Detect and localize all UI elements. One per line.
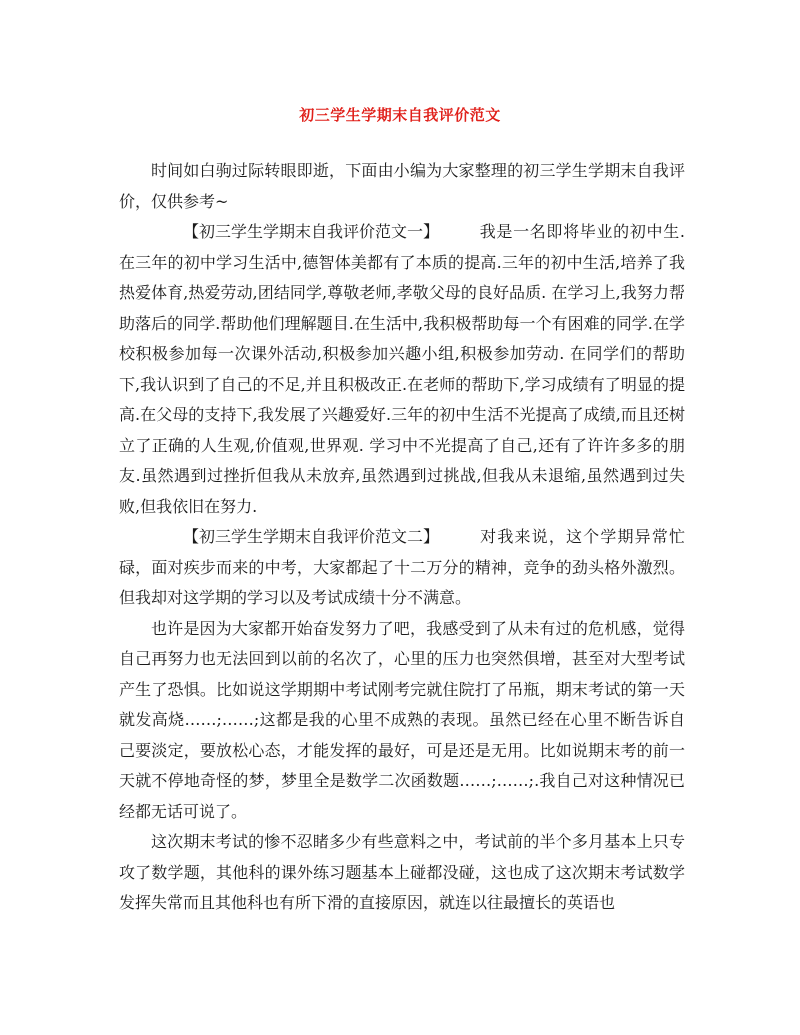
section-two-text: 对我来说，这个学期异常忙碌，面对疾步而来的中考，大家都起了十二万分的精神，竞争的劲头格外激烈。但我却对这学期的学习以及考试成绩十分不满意。 <box>119 527 685 607</box>
intro-paragraph: 时间如白驹过际转眼即逝，下面由小编为大家整理的初三学生学期末自我评价，仅供参考~ <box>119 161 685 211</box>
section-two-heading: 【初三学生学期末自我评价范文二】 <box>183 527 440 546</box>
section-one-paragraph <box>119 217 685 522</box>
body-paragraph-1: 也许是因为大家都开始奋发努力了吧，我感受到了从未有过的危机感，觉得自己再努力也无法回到以前的名次了，心里的压力也突然倶增，甚至对大型考试产生了恐惧。比如说这学期期中考试刚考完就住院打了吊瓶，期末考试的第一天就发高烧……;……;这都是我的心里不成熟的表现。虽然已经在心里不断告诉自己要淡定，要放松心态，才能发挥的最好，可是还是无用。比如说期末考的前一天就不停地奇怪的梦，梦里全是数学二次函数题……;……;.我自己对这种情况已经都无话可说了。 <box>119 618 685 821</box>
section-one-heading: 【初三学生学期末自我评价范文一】 <box>183 222 440 241</box>
page-title: 初三学生学期末自我评价范文 <box>299 106 501 124</box>
section-two-paragraph <box>119 522 685 614</box>
section-one-text: 我是一名即将毕业的初中生.在三年的初中学习生活中,德智体美都有了本质的提高.三年的初中生活,培养了我热爱体育,热爱劳动,团结同学,尊敬老师,孝敬父母的良好品质. 在学习上,我努力帮助落后的同学.帮助他们理解题目.在生活中,我积极帮助每一个有困难的同学.在学校积极参加每一次课外活动,积极参加兴趣小组,积极参加劳动. 在同学们的帮助下,我认识到了自己的不足,并且积极改正.在老师的帮助下,学习成绩有了明显的提高.在父母的支持下,我发展了兴趣爱好.三年的初中生活不光提高了成绩,而且还树立了正确的人生观,价值观,世界观. 学习中不光提高了自己,还有了许许多多的朋友.虽然遇到过挫折但我从未放弃,虽然遇到过挑战,但我从未退缩,虽然遇到过失败,但我依旧在努力. <box>119 222 685 516</box>
body-paragraph-2: 这次期末考试的惨不忍睹多少有些意料之中，考试前的半个多月基本上只专攻了数学题，其他科的课外练习题基本上碰都没碰，这也成了这次期末考试数学发挥失常而且其他科也有所下滑的直接原因，就连以往最擅长的英语也 <box>119 832 685 912</box>
document-body <box>119 156 685 919</box>
